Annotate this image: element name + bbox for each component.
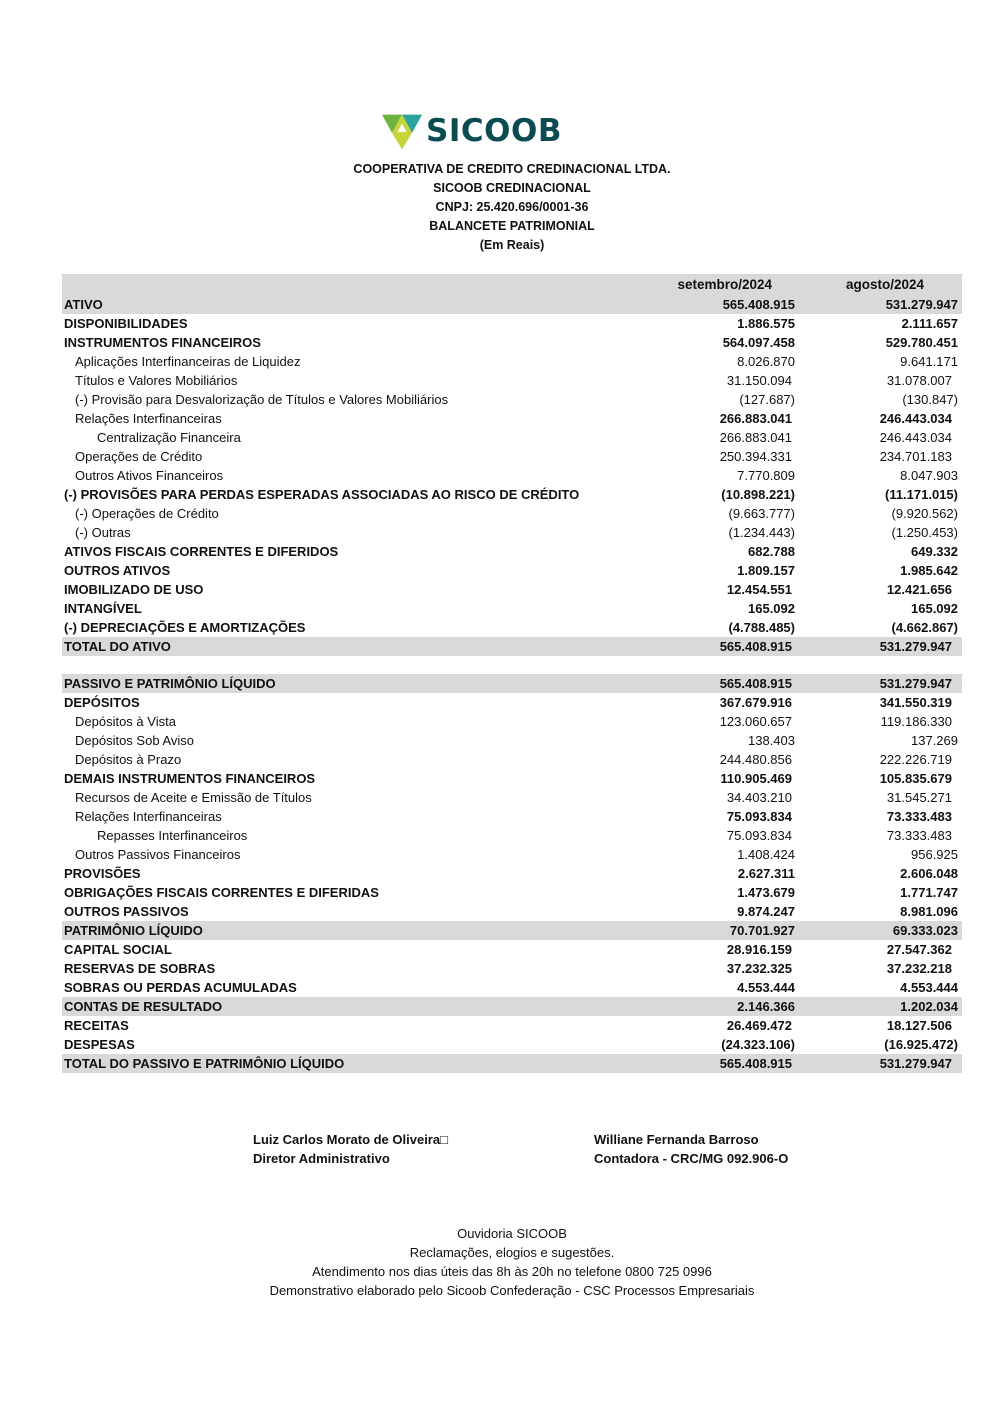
table-row: Outros Ativos Financeiros 7.770.809 8.047.903 bbox=[75, 468, 958, 483]
table-row: Títulos e Valores Mobiliários 31.150.094 31.078.007 bbox=[75, 373, 952, 388]
footer bbox=[0, 1224, 1000, 1300]
table-row: TOTAL DO ATIVO 565.408.915 531.279.947 bbox=[62, 637, 962, 656]
table-row: Operações de Crédito 250.394.331 234.701.183 bbox=[75, 449, 952, 464]
table-row: INTANGÍVEL 165.092 165.092 bbox=[64, 601, 958, 616]
table-row: Repasses Interfinanceiros 75.093.834 73.333.483 bbox=[97, 828, 952, 843]
company-name: COOPERATIVA DE CREDITO CREDINACIONAL LTDA. bbox=[353, 162, 671, 176]
table-row: CONTAS DE RESULTADO 2.146.366 1.202.034 bbox=[62, 997, 962, 1016]
table-row: ATIVO 565.408.915 531.279.947 bbox=[62, 295, 962, 314]
signature-name: Luiz Carlos Morato de Oliveira□ bbox=[253, 1132, 448, 1147]
table-row: DISPONIBILIDADES 1.886.575 2.111.657 bbox=[64, 316, 958, 331]
table-row: PROVISÕES 2.627.311 2.606.048 bbox=[64, 866, 958, 881]
table-row: Depósitos à Vista 123.060.657 119.186.330 bbox=[75, 714, 952, 729]
table-row: Relações Interfinanceiras 75.093.834 73.333.483 bbox=[75, 809, 952, 824]
brand-name: SICOOB CREDINACIONAL bbox=[433, 181, 591, 195]
signature-role: Diretor Administrativo bbox=[253, 1151, 390, 1166]
table-row: IMOBILIZADO DE USO 12.454.551 12.421.656 bbox=[64, 582, 952, 597]
table-row: INSTRUMENTOS FINANCEIROS 564.097.458 529.780.451 bbox=[64, 335, 958, 350]
logo-wordmark: SICOOB bbox=[426, 112, 562, 149]
table-row: (-) Outras (1.234.443) (1.250.453) bbox=[75, 525, 958, 540]
table-row: SOBRAS OU PERDAS ACUMULADAS 4.553.444 4.553.444 bbox=[64, 980, 958, 995]
document-title: BALANCETE PATRIMONIAL bbox=[429, 219, 595, 233]
sicoob-logo bbox=[382, 110, 562, 152]
table-row: PATRIMÔNIO LÍQUIDO 70.701.927 69.333.023 bbox=[62, 921, 962, 940]
footer-feedback: Reclamações, elogios e sugestões. bbox=[409, 1245, 615, 1260]
signature-name: Williane Fernanda Barroso bbox=[594, 1132, 759, 1147]
cnpj: CNPJ: 25.420.696/0001-36 bbox=[435, 200, 589, 214]
table-row: DESPESAS (24.323.106) (16.925.472) bbox=[64, 1037, 958, 1052]
table-row: Depósitos Sob Aviso 138.403 137.269 bbox=[75, 733, 958, 748]
signature-director bbox=[253, 1130, 448, 1168]
table-row: OUTROS PASSIVOS 9.874.247 8.981.096 bbox=[64, 904, 958, 919]
footer-hours-phone: Atendimento nos dias úteis das 8h às 20h no telefone 0800 725 0996 bbox=[312, 1264, 712, 1279]
table-row: Depósitos à Prazo 244.480.856 222.226.719 bbox=[75, 752, 952, 767]
table-row: DEMAIS INSTRUMENTOS FINANCEIROS 110.905.469 105.835.679 bbox=[64, 771, 952, 786]
document-header bbox=[0, 160, 1000, 255]
table-row: Recursos de Aceite e Emissão de Títulos 34.403.210 31.545.271 bbox=[75, 790, 952, 805]
table-row: ATIVOS FISCAIS CORRENTES E DIFERIDOS 682.788 649.332 bbox=[64, 544, 958, 559]
table-row: (-) Provisão para Desvalorização de Títulos e Valores Mobiliários (127.687) (130.847) bbox=[75, 392, 958, 407]
table-row: PASSIVO E PATRIMÔNIO LÍQUIDO 565.408.915 531.279.947 bbox=[62, 674, 962, 693]
document-subtitle: (Em Reais) bbox=[479, 238, 545, 252]
table-row: Outros Passivos Financeiros 1.408.424 956.925 bbox=[75, 847, 958, 862]
column-header-sep-2024: setembro/2024 bbox=[677, 277, 772, 292]
table-row: Centralização Financeira 266.883.041 246.443.034 bbox=[97, 430, 952, 445]
table-row: RECEITAS 26.469.472 18.127.506 bbox=[64, 1018, 952, 1033]
table-row: (-) Operações de Crédito (9.663.777) (9.920.562) bbox=[75, 506, 958, 521]
table-row: OUTROS ATIVOS 1.809.157 1.985.642 bbox=[64, 563, 958, 578]
table-row: (-) DEPRECIAÇÕES E AMORTIZAÇÕES (4.788.485) (4.662.867) bbox=[64, 620, 958, 635]
signature-role: Contadora - CRC/MG 092.906-O bbox=[594, 1151, 789, 1166]
column-header-aug-2024: agosto/2024 bbox=[845, 277, 924, 292]
signature-accountant bbox=[594, 1130, 788, 1168]
table-row: OBRIGAÇÕES FISCAIS CORRENTES E DIFERIDAS 1.473.679 1.771.747 bbox=[64, 885, 958, 900]
table-row: DEPÓSITOS 367.679.916 341.550.319 bbox=[64, 695, 952, 710]
sicoob-triangle-icon bbox=[382, 111, 422, 151]
section-spacer bbox=[62, 656, 962, 674]
footer-ouvidoria: Ouvidoria SICOOB bbox=[457, 1226, 567, 1241]
balance-sheet-table bbox=[62, 274, 962, 1073]
table-row: (-) PROVISÕES PARA PERDAS ESPERADAS ASSOCIADAS AO RISCO DE CRÉDITO (10.898.221) (11.171.015) bbox=[64, 487, 958, 502]
table-row: RESERVAS DE SOBRAS 37.232.325 37.232.218 bbox=[64, 961, 952, 976]
table-row: CAPITAL SOCIAL 28.916.159 27.547.362 bbox=[64, 942, 952, 957]
table-header bbox=[62, 274, 962, 295]
table-row: TOTAL DO PASSIVO E PATRIMÔNIO LÍQUIDO 565.408.915 531.279.947 bbox=[62, 1054, 962, 1073]
table-row: Relações Interfinanceiras 266.883.041 246.443.034 bbox=[75, 411, 952, 426]
footer-credits: Demonstrativo elaborado pelo Sicoob Confederação - CSC Processos Empresariais bbox=[269, 1283, 755, 1298]
table-row: Aplicações Interfinanceiras de Liquidez 8.026.870 9.641.171 bbox=[75, 354, 958, 369]
